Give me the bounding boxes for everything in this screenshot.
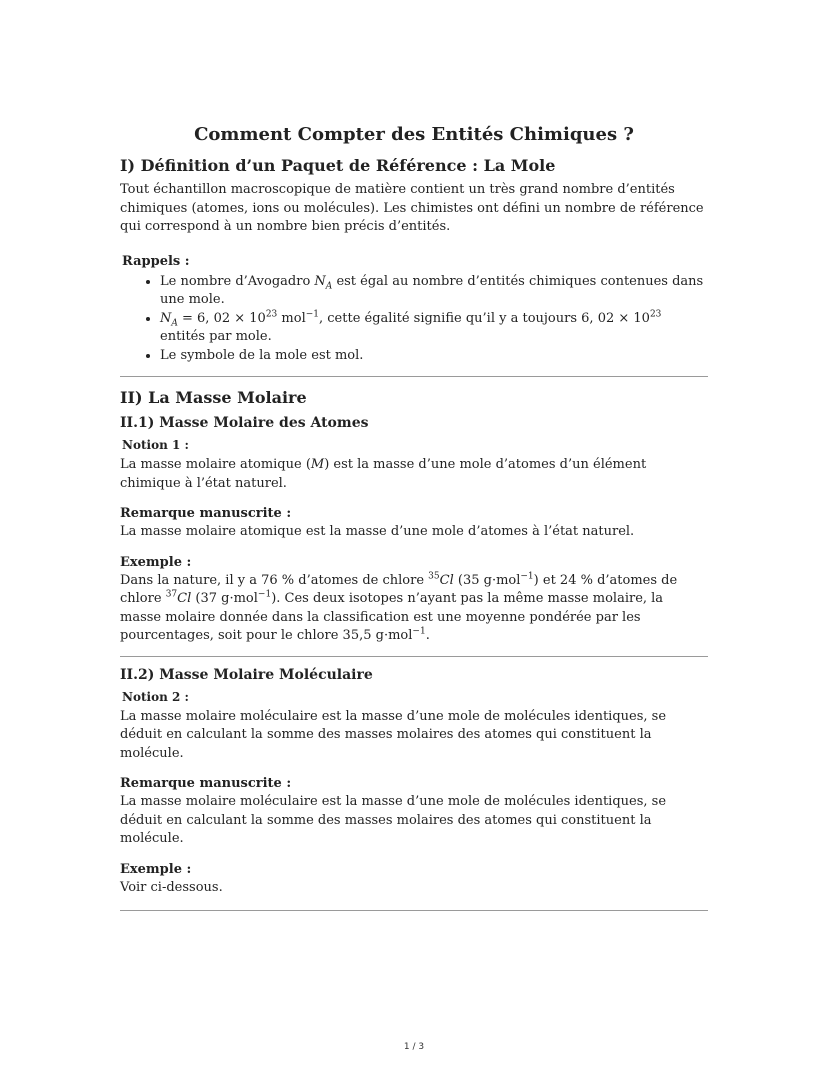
remarque2-text: La masse molaire moléculaire est la masse d’une mole de molécules identiques, se déduit en calculant la somme des masses molaires des atomes qui constituent la molécule. [120, 794, 667, 846]
rappels-label: Rappels : [122, 253, 190, 269]
exemple1-text: Dans la nature, il y a 76 % d’atomes de chlore $^{35}$Cl (35 g·mol$^{-1}$) et 24 % d’atomes de chlore $^{37}$Cl (37 g·mol$^{-1}$). Ces deux isotopes n’ayant pas la même masse molaire, la masse molaire donnée dans la classification est une moyenne pondérée par les pourcentages, soit pour le chlore 35,5 g·mol$^{-1}$. [120, 571, 678, 643]
page-number: 1 / 3 [403, 1042, 425, 1052]
notion1-label: Notion 1 : [122, 438, 189, 452]
rappel-item-avogadro: • Le nombre d’Avogadro $N_A$ est égal au nombre d’entités chimiques contenues dans une mole. [160, 273, 708, 310]
exemple1-label: Exemple : [120, 554, 192, 570]
notion2-text: La masse molaire moléculaire est la masse d’une mole de molécules identiques, se déduit en calculant la somme des masses molaires des atomes qui constituent la molécule. [120, 708, 667, 761]
remarque1-label: Remarque manuscrite : [120, 506, 292, 521]
remarque1-text: La masse molaire atomique est la masse d’une mole d’atomes à l’état naturel. [120, 524, 635, 539]
rappel-item-value: • $N_A = 6$, $02 \times 10^{23}$ mol$^{-1}$, cette égalité signifie qu’il y a toujours 6, $02 \times 10^{23}$ entités par mole. [160, 310, 708, 347]
avogadro-equation: $N_A$ [160, 310, 178, 329]
remarque2-label: Remarque manuscrite : [120, 776, 292, 791]
document-page [120, 123, 708, 911]
notion2-label: Notion 2 : [122, 689, 189, 704]
section2-heading: II) La Masse Molaire [120, 388, 307, 407]
subsection1-heading: II.1) Masse Molaire des Atomes [120, 415, 369, 431]
rappels-list [120, 273, 708, 366]
avogadro-symbol: $N_A$ [314, 273, 333, 292]
section1-heading: I) Définition d’un Paquet de Référence : La Mole [120, 156, 556, 175]
section1-intro: Tout échantillon macroscopique de matière contient un très grand nombre d’entités chimiques (atomes, ions ou molécules). Les chimistes ont défini un nombre de référence qui correspond à un nombre bien précis d’entités. [120, 182, 704, 234]
divider [120, 910, 708, 911]
page-title: Comment Compter des Entités Chimiques ? [194, 124, 634, 145]
notion1-text: La masse molaire atomique (M) est la masse d’une mole d’atomes d’un élément chimique à l’état naturel. [120, 457, 647, 491]
subsection2-heading: II.2) Masse Molaire Moléculaire [120, 666, 373, 683]
exemple2-text: Voir ci-dessous. [120, 879, 223, 895]
rappel-item-symbol: • Le symbole de la mole est mol. [160, 347, 708, 366]
exemple2-label: Exemple : [120, 861, 192, 877]
